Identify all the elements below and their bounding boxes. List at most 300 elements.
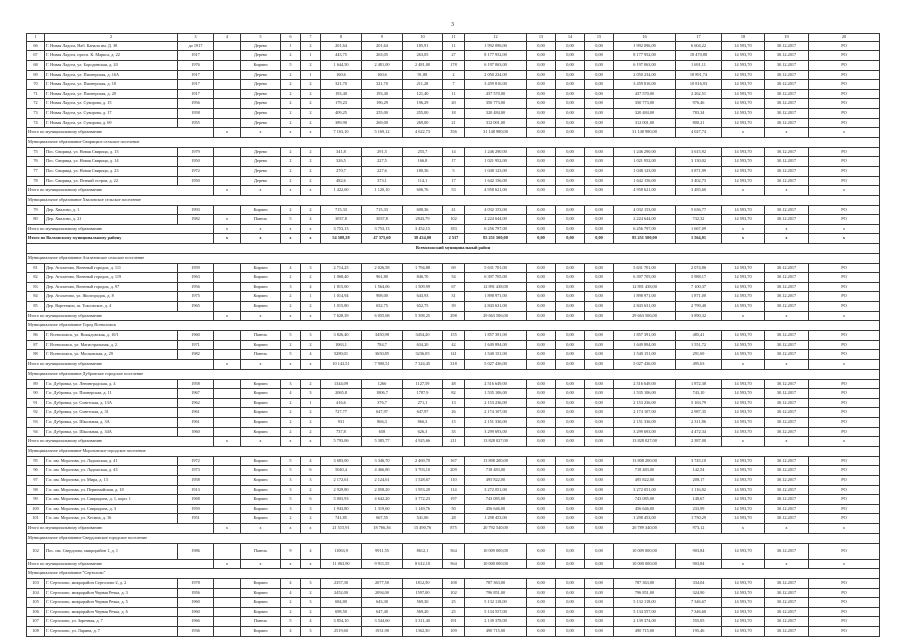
- data-cell: 3: [301, 331, 321, 341]
- data-cell: 0,00: [527, 579, 556, 589]
- data-cell: 76: [27, 157, 45, 167]
- subtotal-cell: 0,00: [556, 234, 585, 244]
- data-cell: 482,6: [321, 176, 362, 186]
- subtotal-label: Итого по муниципальному образованию: [27, 128, 214, 138]
- data-cell: 14 593,70: [722, 292, 765, 302]
- data-cell: 5 134 557,00: [465, 607, 527, 617]
- data-cell: 30.12.2017: [765, 118, 809, 128]
- subtotal-cell: 85 251 500,00: [465, 234, 527, 244]
- subtotal-cell: 15 490,76: [403, 523, 443, 533]
- data-cell: 9911,55: [362, 543, 403, 559]
- data-cell: 3037,8: [321, 215, 362, 225]
- data-cell: 796 851,00: [614, 588, 676, 598]
- data-cell: 409,25: [321, 108, 362, 118]
- data-cell: РО: [809, 118, 880, 128]
- subtotal-cell: x: [809, 523, 880, 533]
- data-cell: 1958: [178, 475, 214, 485]
- data-cell: 14 593,70: [722, 398, 765, 408]
- data-cell: [214, 263, 241, 273]
- data-cell: 0,00: [556, 495, 585, 505]
- subtotal-cell: x: [281, 128, 301, 138]
- section-header-row: [27, 533, 880, 543]
- subtotal-cell: 31 148 980,00: [465, 128, 527, 138]
- data-cell: [214, 543, 241, 559]
- data-cell: 14 593,70: [722, 617, 765, 627]
- data-cell: 3236,05: [403, 350, 443, 360]
- subtotal-label: Итого по муниципальному образованию: [27, 559, 214, 569]
- data-cell: 83: [27, 282, 45, 292]
- data-cell: 0,00: [585, 504, 614, 514]
- data-cell: 5: [281, 215, 301, 225]
- data-cell: 2: [281, 302, 301, 312]
- data-cell: 2 987,35: [676, 408, 722, 418]
- data-cell: 193,40: [362, 89, 403, 99]
- address-cell: Г.п. им. Морозова, ул. Мира, д. 13: [45, 475, 178, 485]
- data-cell: 0,00: [556, 514, 585, 524]
- data-cell: РО: [809, 417, 880, 427]
- data-cell: 10 009 000,00: [614, 543, 676, 559]
- data-cell: 2 174 107,00: [465, 408, 527, 418]
- data-cell: 196,29: [403, 99, 443, 109]
- data-cell: 3 745,10: [676, 456, 722, 466]
- data-cell: 5 631 701,00: [614, 263, 676, 273]
- data-cell: 80: [27, 215, 45, 225]
- data-cell: Кирпич: [241, 389, 281, 399]
- address-cell: Г. Сертолово, ул. Ларина, д. 7: [45, 627, 178, 637]
- data-cell: Кирпич: [241, 627, 281, 637]
- data-cell: 0,00: [527, 282, 556, 292]
- subtotal-cell: x: [214, 186, 241, 196]
- data-cell: 93: [27, 417, 45, 427]
- table-row: [27, 504, 880, 514]
- section-header-row: [27, 569, 880, 579]
- data-cell: РО: [809, 617, 880, 627]
- data-cell: [214, 427, 241, 437]
- data-cell: 1 540 151,00: [614, 350, 676, 360]
- data-cell: 14 593,70: [722, 282, 765, 292]
- data-cell: 0,00: [527, 398, 556, 408]
- subtotal-cell: x: [241, 128, 281, 138]
- data-cell: 1 246 290,00: [465, 147, 527, 157]
- data-cell: Кирпич: [241, 205, 281, 215]
- data-cell: 787 363,00: [465, 579, 527, 589]
- data-cell: 3454,20: [403, 331, 443, 341]
- data-cell: 1976: [178, 60, 214, 70]
- subtotal-cell: x: [301, 186, 321, 196]
- data-cell: 2 153 236,00: [465, 398, 527, 408]
- data-cell: 1 649 894,00: [465, 340, 527, 350]
- data-cell: 1 992 096,00: [465, 41, 527, 51]
- table-row: [27, 51, 880, 61]
- subtotal-cell: 4 925,66: [403, 437, 443, 447]
- data-cell: Дерево: [241, 157, 281, 167]
- data-cell: [214, 417, 241, 427]
- subtotal-cell: x: [241, 523, 281, 533]
- data-cell: 79: [27, 205, 45, 215]
- data-cell: 2: [281, 598, 301, 608]
- data-cell: 102: [27, 543, 45, 559]
- column-number-cell: 19: [765, 34, 809, 42]
- data-cell: 269,00: [362, 118, 403, 128]
- data-cell: 1 535 106,00: [465, 389, 527, 399]
- data-cell: 456 646,00: [465, 504, 527, 514]
- table-row: [27, 389, 880, 399]
- data-cell: 2 174 107,00: [614, 408, 676, 418]
- data-cell: 2: [281, 273, 301, 283]
- data-cell: 1956: [178, 282, 214, 292]
- data-cell: 0,00: [527, 118, 556, 128]
- subtotal-cell: 7 900,51: [362, 360, 403, 370]
- data-cell: 0,00: [527, 80, 556, 90]
- data-cell: 14 593,70: [722, 427, 765, 437]
- section-header-row: [27, 446, 880, 456]
- data-cell: 2: [281, 166, 301, 176]
- subtotal-cell: x: [301, 128, 321, 138]
- data-cell: 1 992 096,00: [614, 41, 676, 51]
- data-cell: 201,64: [362, 41, 403, 51]
- data-cell: 30.12.2017: [765, 427, 809, 437]
- data-cell: 14 593,70: [722, 504, 765, 514]
- data-cell: [214, 485, 241, 495]
- data-cell: [214, 147, 241, 157]
- address-cell: Г.п. им. Морозова, ул. Спиридона, д. 3: [45, 504, 178, 514]
- subtotal-cell: x: [809, 360, 880, 370]
- subtotal-cell: x: [241, 360, 281, 370]
- data-cell: 4: [281, 579, 301, 589]
- data-cell: 0,00: [585, 331, 614, 341]
- data-cell: 2: [281, 118, 301, 128]
- data-cell: [214, 273, 241, 283]
- data-cell: Дерево: [241, 147, 281, 157]
- data-cell: 0,00: [556, 331, 585, 341]
- data-cell: 647,97: [362, 408, 403, 418]
- subtotal-cell: x: [722, 523, 765, 533]
- subtotal-cell: 0,00: [585, 360, 614, 370]
- subtotal-cell: 564: [443, 559, 465, 569]
- data-cell: 2: [281, 398, 301, 408]
- data-cell: 30.12.2017: [765, 215, 809, 225]
- column-number-cell: 14: [556, 34, 585, 42]
- data-cell: Кирпич: [241, 273, 281, 283]
- column-number-cell: 6: [281, 34, 301, 42]
- subtotal-cell: 13 828 027,00: [614, 437, 676, 447]
- data-cell: 2: [301, 89, 321, 99]
- address-cell: Г. Новая Ладога, ул. Пионерская, д. 16А: [45, 70, 178, 80]
- data-cell: 3650,85: [362, 350, 403, 360]
- data-cell: РО: [809, 466, 880, 476]
- data-cell: 3: [301, 475, 321, 485]
- data-cell: 2 843 631,00: [465, 302, 527, 312]
- table-row: [27, 607, 880, 617]
- data-cell: 100: [27, 504, 45, 514]
- data-cell: 0,00: [585, 588, 614, 598]
- subtotal-cell: 5 793,06: [321, 437, 362, 447]
- column-number-cell: 8: [321, 34, 362, 42]
- data-cell: 1806,7: [362, 389, 403, 399]
- data-cell: 3: [301, 389, 321, 399]
- data-cell: 0,00: [556, 176, 585, 186]
- data-cell: 14 593,70: [722, 157, 765, 167]
- data-cell: 5040,4: [321, 466, 362, 476]
- table-row: [27, 543, 880, 559]
- data-cell: 155: [443, 331, 465, 341]
- data-cell: 0,00: [585, 466, 614, 476]
- data-cell: РО: [809, 108, 880, 118]
- column-number-cell: 12: [465, 34, 527, 42]
- data-cell: [214, 504, 241, 514]
- data-cell: 0,00: [527, 617, 556, 627]
- data-cell: 91,88: [403, 70, 443, 80]
- data-cell: 2: [281, 292, 301, 302]
- section-header-row: [27, 321, 880, 331]
- data-cell: 30.12.2017: [765, 466, 809, 476]
- data-cell: Кирпич: [241, 398, 281, 408]
- subtotal-cell: x: [722, 224, 765, 234]
- data-cell: 737,8: [321, 427, 362, 437]
- data-cell: 5 988,17: [676, 273, 722, 283]
- column-number-cell: 5: [241, 34, 281, 42]
- data-cell: 2 050 234,00: [465, 70, 527, 80]
- data-cell: 67: [443, 282, 465, 292]
- data-cell: 6 604,22: [676, 41, 722, 51]
- data-cell: 30.12.2017: [765, 598, 809, 608]
- data-cell: Дерево: [241, 80, 281, 90]
- data-cell: 1 540 151,00: [465, 350, 527, 360]
- data-cell: Кирпич: [241, 607, 281, 617]
- data-cell: 2: [301, 205, 321, 215]
- data-cell: Кирпич: [241, 379, 281, 389]
- data-cell: 18 891,74: [676, 70, 722, 80]
- data-cell: Кирпич: [241, 579, 281, 589]
- data-cell: 866,3: [362, 417, 403, 427]
- data-cell: 30.12.2017: [765, 456, 809, 466]
- column-number-cell: 17: [676, 34, 722, 42]
- data-cell: 14 593,70: [722, 340, 765, 350]
- data-cell: 569,20: [403, 607, 443, 617]
- data-cell: 141: [443, 350, 465, 360]
- data-cell: РО: [809, 607, 880, 617]
- data-cell: 0,00: [585, 350, 614, 360]
- data-cell: 1 857 391,00: [465, 331, 527, 341]
- data-cell: 211,28: [403, 80, 443, 90]
- data-cell: 15: [443, 417, 465, 427]
- data-cell: 2: [301, 273, 321, 283]
- data-cell: 903,84: [676, 543, 722, 559]
- data-cell: Дерево: [241, 89, 281, 99]
- data-cell: 437 570,00: [614, 89, 676, 99]
- subtotal-cell: 7 628,39: [321, 311, 362, 321]
- data-cell: 14 593,70: [722, 215, 765, 225]
- data-cell: 4 032 153,00: [465, 205, 527, 215]
- section-header-cell: Муниципальное образование Дубровское городское поселение: [27, 369, 880, 379]
- data-cell: 341,8: [321, 147, 362, 157]
- data-cell: Панель: [241, 617, 281, 627]
- address-cell: Г.п. Дубровка, ул. Школьная, д. 34А: [45, 427, 178, 437]
- subtotal-cell: 0,00: [556, 311, 585, 321]
- data-cell: 2: [301, 176, 321, 186]
- subtotal-cell: 0,00: [527, 311, 556, 321]
- data-cell: 0,00: [585, 118, 614, 128]
- data-cell: 1 246 290,00: [614, 147, 676, 157]
- data-cell: 0,00: [556, 51, 585, 61]
- data-cell: 569,30: [403, 598, 443, 608]
- data-cell: 5: [281, 331, 301, 341]
- data-cell: 42: [443, 340, 465, 350]
- table-row: [27, 99, 880, 109]
- data-cell: 334,04: [676, 579, 722, 589]
- subtotal-cell: 973,12: [676, 523, 722, 533]
- data-cell: [214, 588, 241, 598]
- table-row: [27, 398, 880, 408]
- address-cell: Г.п. Дубровка, ул. Советская, д. 13А: [45, 398, 178, 408]
- subtotal-cell: 20 789 340,00: [614, 523, 676, 533]
- data-cell: 14 593,70: [722, 588, 765, 598]
- data-cell: 0,00: [585, 147, 614, 157]
- subtotal-cell: 6 256 797,00: [614, 224, 676, 234]
- data-cell: 2 516 649,00: [465, 379, 527, 389]
- data-cell: 0,00: [556, 99, 585, 109]
- data-cell: 312 001,00: [465, 118, 527, 128]
- data-cell: Дерево: [241, 108, 281, 118]
- data-cell: 142,54: [676, 466, 722, 476]
- data-cell: 2: [281, 176, 301, 186]
- data-cell: 68: [27, 60, 45, 70]
- data-cell: 3: [301, 579, 321, 589]
- data-cell: 14 593,70: [722, 475, 765, 485]
- data-cell: 30.12.2017: [765, 99, 809, 109]
- data-cell: 30.12.2017: [765, 51, 809, 61]
- data-cell: 2: [301, 41, 321, 51]
- subtotal-cell: 0,00: [527, 437, 556, 447]
- data-cell: Кирпич: [241, 504, 281, 514]
- data-cell: 0,00: [527, 205, 556, 215]
- data-cell: РО: [809, 166, 880, 176]
- data-cell: 2: [301, 118, 321, 128]
- subtotal-cell: 3 753,13: [362, 224, 403, 234]
- column-number-cell: 2: [45, 34, 178, 42]
- data-cell: 2094,00: [362, 588, 403, 598]
- data-cell: 0,00: [527, 41, 556, 51]
- data-cell: 2 074,86: [676, 263, 722, 273]
- data-cell: 94: [27, 427, 45, 437]
- data-cell: 1266: [362, 379, 403, 389]
- subtotal-cell: x: [722, 234, 765, 244]
- data-cell: 1955: [178, 118, 214, 128]
- data-cell: РО: [809, 51, 880, 61]
- data-cell: 1 644,50: [321, 60, 362, 70]
- data-cell: Дерево: [241, 176, 281, 186]
- data-cell: 14 593,70: [722, 350, 765, 360]
- data-cell: 195,46: [676, 627, 722, 637]
- data-cell: 14 593,70: [722, 485, 765, 495]
- subtotal-cell: 29 663 506,00: [614, 311, 676, 321]
- district-header-row: [27, 244, 880, 254]
- data-cell: 185,91: [403, 41, 443, 51]
- data-cell: 2 026,58: [362, 263, 403, 273]
- subtotal-cell: 5 027 436,00: [465, 360, 527, 370]
- subtotal-cell: 20 792 540,00: [465, 523, 527, 533]
- data-cell: [214, 80, 241, 90]
- data-cell: РО: [809, 89, 880, 99]
- data-cell: Кирпич: [241, 485, 281, 495]
- data-cell: 2: [301, 408, 321, 418]
- data-cell: Кирпич: [241, 340, 281, 350]
- data-cell: 2 714,25: [321, 263, 362, 273]
- data-cell: Кирпич: [241, 588, 281, 598]
- data-cell: РО: [809, 331, 880, 341]
- data-cell: 50: [443, 504, 465, 514]
- section-header-row: [27, 195, 880, 205]
- data-cell: 0,00: [556, 118, 585, 128]
- data-cell: 0,00: [556, 627, 585, 637]
- subtotal-cell: x: [301, 523, 321, 533]
- data-cell: 3 299 693,00: [614, 427, 676, 437]
- data-cell: 1 528,67: [403, 475, 443, 485]
- data-cell: [214, 205, 241, 215]
- data-cell: 373,1: [362, 176, 403, 186]
- data-cell: 1978: [178, 579, 214, 589]
- subtotal-cell: 0,00: [585, 234, 614, 244]
- data-cell: 5280,01: [321, 350, 362, 360]
- data-cell: 4: [301, 350, 321, 360]
- data-cell: 3 854,10: [321, 617, 362, 627]
- subtotal-cell: 10 142,51: [321, 360, 362, 370]
- data-cell: 30.12.2017: [765, 331, 809, 341]
- subtotal-cell: x: [214, 559, 241, 569]
- address-cell: Г. Сертолово, микрорайон Черная Речка, д. 6: [45, 607, 178, 617]
- data-cell: 0,00: [527, 417, 556, 427]
- data-cell: 350 773,00: [465, 99, 527, 109]
- data-cell: 84: [27, 292, 45, 302]
- data-cell: 2: [281, 80, 301, 90]
- data-cell: [214, 89, 241, 99]
- data-cell: 485,41: [676, 331, 722, 341]
- subtotal-cell: 5 027 436,00: [614, 360, 676, 370]
- data-cell: 14 593,70: [722, 41, 765, 51]
- data-cell: 3 871,99: [676, 166, 722, 176]
- data-cell: 30.12.2017: [765, 282, 809, 292]
- section-header-row: [27, 253, 880, 263]
- data-cell: Кирпич: [241, 466, 281, 476]
- data-cell: РО: [809, 350, 880, 360]
- data-cell: 1344,09: [321, 379, 362, 389]
- data-cell: РО: [809, 215, 880, 225]
- data-cell: 3: [281, 379, 301, 389]
- subtotal-cell: x: [765, 559, 809, 569]
- data-cell: 11: [443, 41, 465, 51]
- table-row: [27, 579, 880, 589]
- data-cell: 0,00: [527, 607, 556, 617]
- subtotal-cell: 7 163,10: [321, 128, 362, 138]
- data-cell: 1787,9: [403, 389, 443, 399]
- data-cell: 564: [443, 543, 465, 559]
- data-cell: 2065,8: [321, 389, 362, 399]
- subtotal-cell: x: [281, 234, 301, 244]
- page-number: 3: [451, 22, 454, 28]
- data-cell: 2: [281, 89, 301, 99]
- data-cell: 14 593,70: [722, 579, 765, 589]
- data-cell: 312 001,00: [614, 118, 676, 128]
- data-cell: 3 772,23: [403, 495, 443, 505]
- data-cell: 30.12.2017: [765, 485, 809, 495]
- data-cell: 30.12.2017: [765, 157, 809, 167]
- data-cell: Кирпич: [241, 495, 281, 505]
- data-cell: 86: [27, 331, 45, 341]
- data-cell: 0,00: [585, 176, 614, 186]
- data-cell: 2: [281, 70, 301, 80]
- data-cell: РО: [809, 302, 880, 312]
- data-cell: РО: [809, 588, 880, 598]
